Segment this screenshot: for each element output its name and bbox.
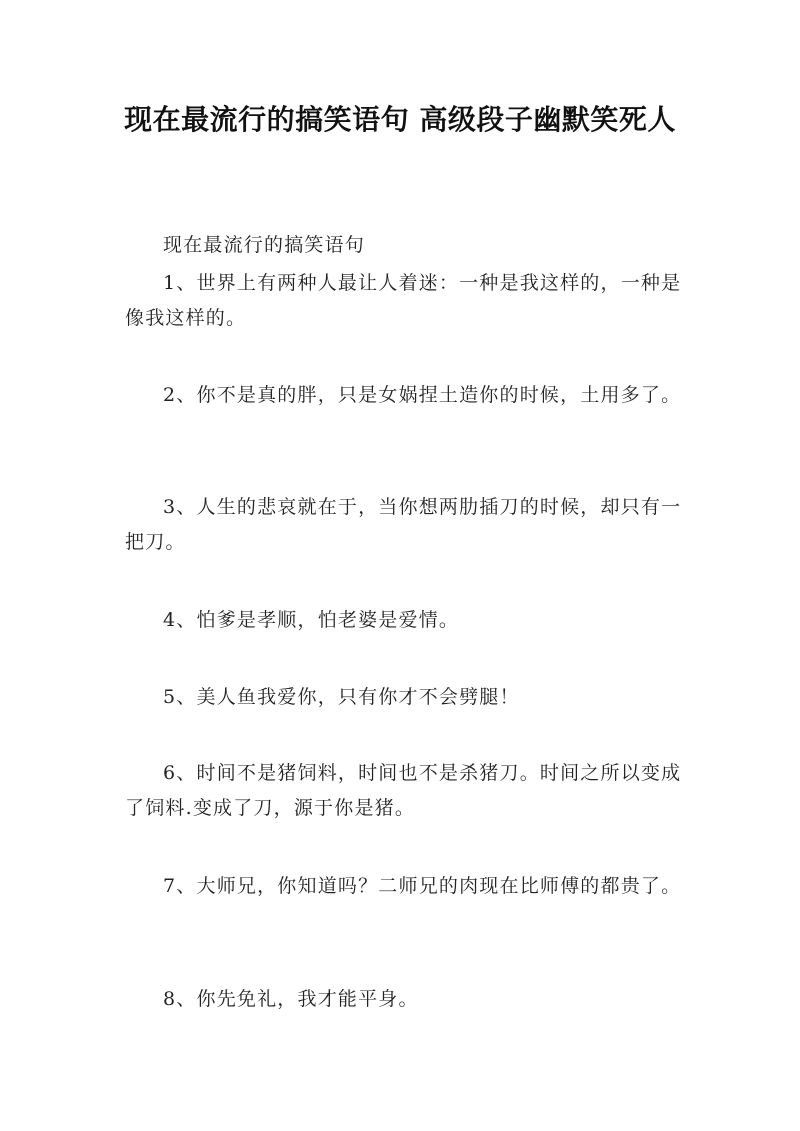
joke-paragraph-5: 5、美人鱼我爱你，只有你才不会劈腿！: [163, 686, 520, 708]
document-title: 现在最流行的搞笑语句 高级段子幽默笑死人: [124, 103, 676, 136]
joke-paragraph-2: 2、你不是真的胖，只是女娲捏土造你的时候，土用多了。: [163, 384, 682, 406]
joke-paragraph-4: 4、怕爹是孝顺，怕老婆是爱情。: [163, 609, 460, 631]
joke-paragraph-6: 6、时间不是猪饲料，时间也不是杀猪刀。时间之所以变成了饲料.变成了刀，源于你是猪。: [125, 762, 682, 819]
joke-paragraph-7: 7、大师兄，你知道吗？二师兄的肉现在比师傅的都贵了。: [163, 875, 682, 897]
joke-paragraph-1: 1、世界上有两种人最让人着迷：一种是我这样的，一种是像我这样的。: [125, 272, 682, 329]
joke-paragraph-3: 3、人生的悲哀就在于，当你想两肋插刀的时候，却只有一把刀。: [125, 496, 682, 553]
joke-paragraph-8: 8、你先免礼，我才能平身。: [163, 988, 419, 1010]
section-subtitle: 现在最流行的搞笑语句: [163, 234, 366, 256]
